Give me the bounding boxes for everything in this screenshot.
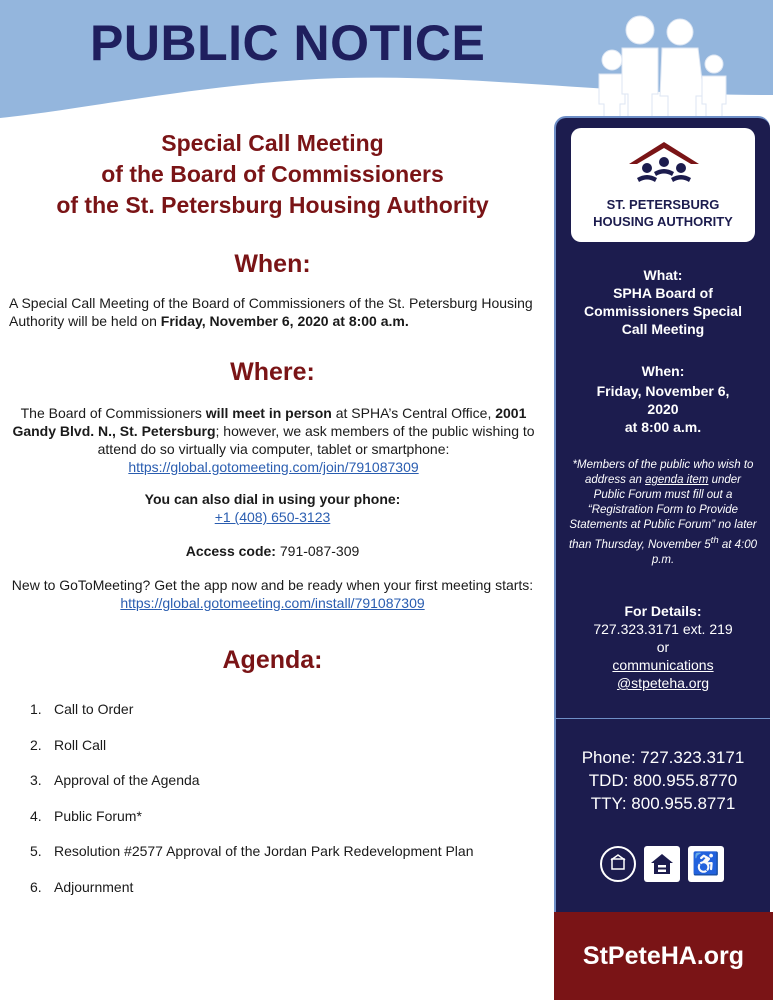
- family-icon: [582, 8, 742, 132]
- when-text-prefix: A Special Call Meeting of the Board of Commissioners of the St. Petersburg Housing Authority will be held on: [9, 295, 533, 329]
- list-item: [30, 842, 474, 878]
- phone-number: Phone: 727.323.3171: [581, 748, 745, 767]
- list-item: [30, 736, 474, 772]
- install-text: New to GoToMeeting? Get the app now and be ready when your first meeting starts:: [11, 577, 534, 593]
- agenda-label: Roll Call: [54, 736, 107, 753]
- agenda-list: [30, 700, 474, 913]
- agenda-number: 3.: [30, 772, 42, 788]
- install-block: [0, 576, 545, 612]
- where-text-a: The Board of Commissioners: [20, 405, 206, 421]
- when-text: [9, 294, 539, 330]
- accessibility-icon: ♿: [688, 846, 724, 882]
- headline-line: of the Board of Commissioners: [101, 161, 444, 187]
- sidebar-when-line: 2020: [647, 401, 679, 417]
- agenda-number: 5.: [30, 843, 42, 859]
- when-date: Friday, November 6, 2020 at 8:00 a.m.: [160, 313, 409, 329]
- details-email-line: @stpeteha.org: [616, 675, 710, 691]
- sidebar-divider: [556, 718, 770, 719]
- logo-line: ST. PETERSBURG: [606, 197, 720, 212]
- sidebar-when-heading: When:: [641, 363, 685, 379]
- note-sup: th: [710, 535, 719, 546]
- info-sidebar: [554, 116, 770, 914]
- contact-numbers: [562, 746, 764, 815]
- meeting-link[interactable]: https://global.gotomeeting.com/join/791087309: [128, 459, 419, 475]
- sidebar-details: [562, 602, 764, 692]
- sidebar-what-heading: What:: [643, 267, 683, 283]
- details-phone: 727.323.3171 ext. 219: [593, 621, 733, 637]
- where-text-e: ; however, we ask members of the public wishing to attend do so virtually via computer, tablet or smartphone:: [97, 423, 535, 457]
- note-text: *Members of the public who wish to address an: [572, 459, 754, 486]
- sidebar-when-line: at 8:00 a.m.: [624, 419, 702, 435]
- phone-link[interactable]: +1 (408) 650-3123: [214, 509, 331, 525]
- hud-seal-icon: [600, 846, 636, 882]
- agenda-number: 4.: [30, 807, 42, 824]
- details-or: or: [656, 639, 670, 655]
- agenda-label: Adjournment: [54, 878, 134, 895]
- agenda-number: 1.: [30, 701, 42, 717]
- headline-line: Special Call Meeting: [161, 130, 384, 156]
- access-code: 791-087-309: [275, 543, 360, 559]
- agenda-label: Call to Order: [54, 701, 134, 717]
- when-heading: When:: [234, 250, 311, 278]
- where-address: 2001 Gandy Blvd. N., St. Petersburg: [12, 405, 527, 439]
- equal-housing-icon: [644, 846, 680, 882]
- meeting-headline: [0, 128, 545, 221]
- access-label: Access code:: [185, 543, 276, 559]
- page-title: PUBLIC NOTICE: [90, 15, 486, 71]
- public-forum-note: [568, 458, 758, 568]
- logo-line: HOUSING AUTHORITY: [593, 214, 733, 229]
- sidebar-when: [562, 362, 764, 436]
- agenda-number: 2.: [30, 736, 42, 753]
- sidebar-what: [562, 266, 764, 338]
- tty-number: TTY: 800.955.8771: [590, 794, 736, 813]
- list-item: [30, 878, 474, 914]
- details-email-link[interactable]: [562, 656, 764, 692]
- house-icon: [625, 138, 703, 196]
- note-text: under Public Forum must fill out a “Registration Form to Provide Statements at Public Forum” no later than Thursday, November 5: [568, 474, 757, 551]
- where-text: [6, 404, 541, 476]
- list-item: [30, 807, 474, 843]
- dial-block: [0, 490, 545, 526]
- tdd-number: TDD: 800.955.8770: [588, 771, 738, 790]
- sidebar-when-line: Friday, November 6,: [596, 383, 730, 399]
- agenda-number: 6.: [30, 878, 42, 895]
- list-item: [30, 700, 474, 736]
- agenda-item-link[interactable]: agenda item: [645, 474, 709, 486]
- access-code-line: [0, 542, 545, 560]
- website-link[interactable]: StPeteHA.org: [554, 912, 773, 1000]
- agenda-label: Approval of the Agenda: [54, 772, 200, 788]
- logo-wordmark: [571, 196, 755, 230]
- dial-heading: You can also dial in using your phone:: [144, 491, 401, 507]
- details-heading: For Details:: [624, 603, 702, 619]
- sidebar-what-text: SPHA Board of Commissioners Special Call Meeting: [584, 285, 742, 337]
- compliance-badges: [598, 844, 728, 884]
- agenda-label: Public Forum*: [54, 807, 142, 824]
- details-email-line: communications: [612, 657, 714, 673]
- list-item: [30, 771, 474, 807]
- spha-logo: [571, 128, 755, 242]
- agenda-label: Resolution #2577 Approval of the Jordan Park Redevelopment Plan: [54, 843, 474, 859]
- where-heading: Where:: [230, 358, 315, 386]
- headline-line: of the St. Petersburg Housing Authority: [56, 192, 489, 218]
- where-text-b: will meet in person: [205, 405, 332, 421]
- agenda-heading: Agenda:: [222, 646, 323, 674]
- where-text-c: at SPHA’s Central Office,: [331, 405, 496, 421]
- install-link[interactable]: https://global.gotomeeting.com/install/791087309: [120, 595, 425, 611]
- note-text: at 4:00 p.m.: [651, 538, 758, 566]
